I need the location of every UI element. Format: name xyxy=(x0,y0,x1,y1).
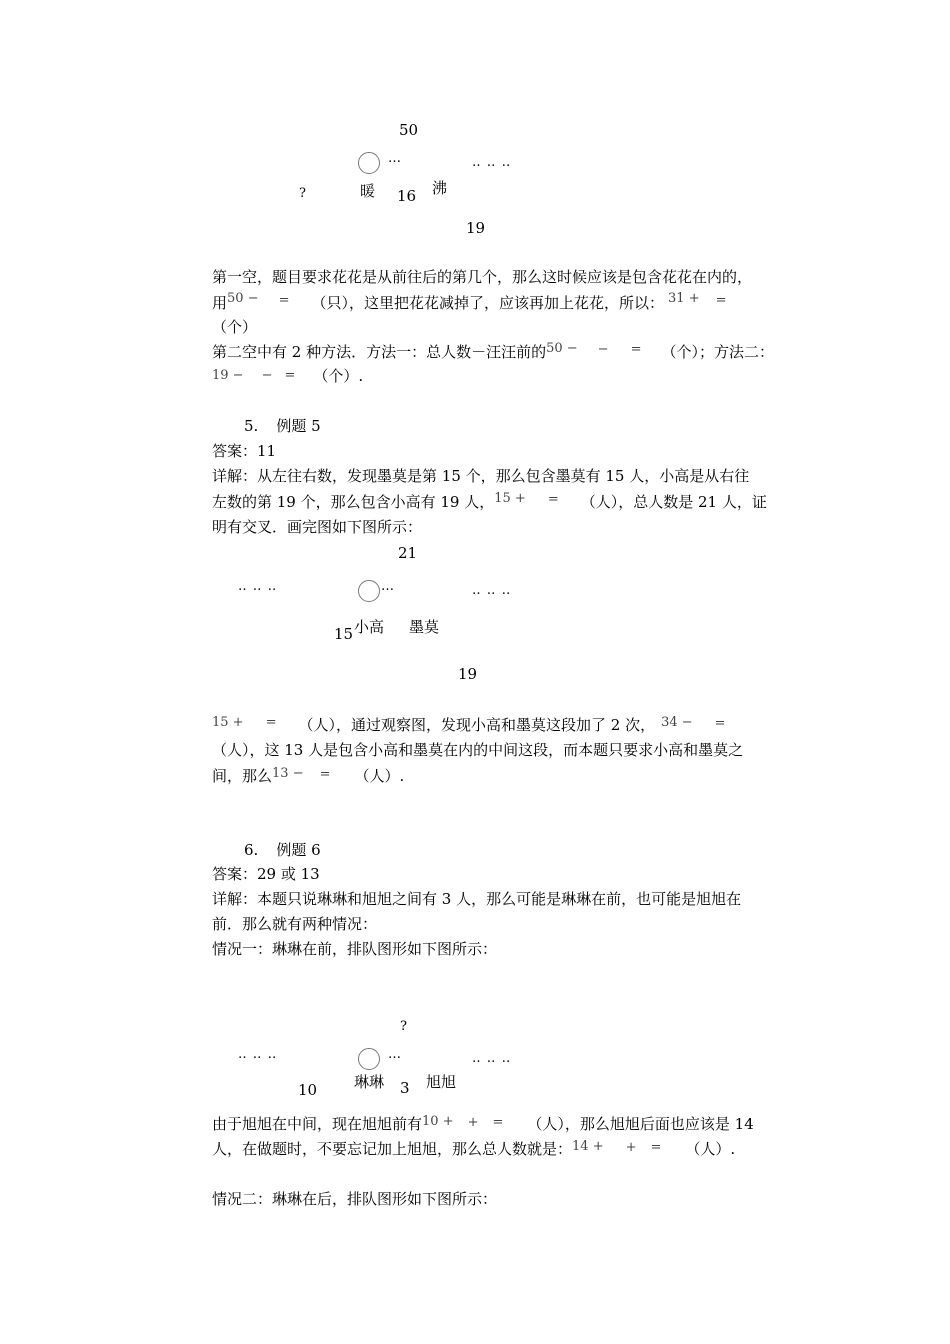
diagram3-label-b: 旭旭 xyxy=(426,1073,457,1091)
ex6-line1: 详解：本题只说琳琳和旭旭之间有 3 人，那么可能是琳琳在前，也可能是旭旭在 xyxy=(212,890,742,908)
minus: − xyxy=(261,368,273,383)
diagram2-ellipsis: … xyxy=(381,579,395,594)
text: （人），通过观察图，发现小高和墨莫这段加了 2 次， xyxy=(298,716,656,734)
equals: = xyxy=(630,342,642,357)
diagram1-total: 50 xyxy=(399,121,419,139)
equals: = xyxy=(492,1115,504,1130)
para2-line2: （人），这 13 人是包含小高和墨莫在内的中间这段，而本题只要求小高和墨莫之 xyxy=(212,741,744,759)
text: 由于旭旭在中间，现在旭旭前有 xyxy=(212,1115,423,1133)
diagram1-ellipsis: … xyxy=(388,151,402,166)
diagram3-dots-left: ‥ ‥ ‥ xyxy=(238,1047,278,1062)
diagram1-count-mid: 16 xyxy=(397,187,417,205)
para2-line3 xyxy=(212,766,405,785)
diagram1-label-left: 暖 xyxy=(360,182,376,200)
para3-line2 xyxy=(212,1139,736,1158)
heading-text: 例题 6 xyxy=(276,841,321,859)
diagram2-total: 21 xyxy=(398,544,418,562)
diagram1-question: ? xyxy=(299,186,306,201)
heading-number: 5. xyxy=(244,417,259,435)
diagram2-dots-right: ‥ ‥ ‥ xyxy=(472,583,512,598)
ex6-heading xyxy=(244,843,321,858)
ex6-line2: 前．那么就有两种情况： xyxy=(212,915,378,933)
para3-line1 xyxy=(212,1114,754,1133)
diagram2-dots-left: ‥ ‥ ‥ xyxy=(238,579,278,594)
equals: = xyxy=(284,368,296,383)
diagram3-label-a: 琳琳 xyxy=(354,1073,385,1091)
equals: = xyxy=(714,716,726,731)
ex6-line3: 情况一：琳琳在前，排队图形如下图所示： xyxy=(212,940,498,958)
para1-line1: 第一空，题目要求花花是从前往后的第几个，那么这时候应该是包含花花在内的， xyxy=(212,268,753,286)
text: 间，那么 xyxy=(212,767,273,785)
formula: 15 + xyxy=(494,491,526,506)
diagram2-bottom: 19 xyxy=(458,665,478,683)
formula: 34 − xyxy=(661,715,693,730)
formula: 31 + xyxy=(668,291,700,306)
equals: = xyxy=(278,293,290,308)
text: （个）. xyxy=(313,367,364,385)
diagram1-dots: ‥ ‥ ‥ xyxy=(472,155,512,170)
diagram3-dots-right: ‥ ‥ ‥ xyxy=(472,1051,512,1066)
text: 第二空中有 2 种方法．方法一：总人数－汪汪前的 xyxy=(212,343,547,361)
text: （只），这里把花花减掉了，应该再加上花花，所以： xyxy=(311,294,665,312)
ex5-heading xyxy=(244,419,321,434)
equals: = xyxy=(319,767,331,782)
para1-line3: （个） xyxy=(212,318,258,336)
text: （人），那么旭旭后面也应该是 14 xyxy=(527,1115,754,1133)
equals: = xyxy=(547,492,559,507)
minus: − xyxy=(597,342,609,357)
circle-marker xyxy=(358,580,380,602)
diagram3-count-left: 10 xyxy=(298,1081,318,1099)
formula: 50 − xyxy=(227,291,259,306)
circle-marker xyxy=(358,152,380,174)
ex6-answer: 答案：29 或 13 xyxy=(212,865,320,883)
ex5-line3: 明有交叉．画完图如下图所示： xyxy=(212,518,423,536)
para1-line5 xyxy=(212,369,363,384)
para3-line3: 情况二：琳琳在后，排队图形如下图所示： xyxy=(212,1190,498,1208)
formula: 10 + xyxy=(422,1114,454,1129)
text: 用 xyxy=(212,294,228,312)
text: （人）. xyxy=(354,767,405,785)
equals: = xyxy=(650,1140,662,1155)
formula: 19 − xyxy=(212,368,244,383)
formula: 13 − xyxy=(272,766,304,781)
diagram3-ellipsis: … xyxy=(388,1047,402,1062)
plus: + xyxy=(625,1140,637,1155)
diagram3-count-mid: 3 xyxy=(400,1079,410,1097)
formula: 14 + xyxy=(572,1139,604,1154)
diagram1-bottom: 19 xyxy=(466,219,486,237)
diagram1-label-right: 沸 xyxy=(432,179,448,197)
ex5-line2 xyxy=(212,491,767,511)
para1-line4 xyxy=(212,341,774,361)
diagram2-label-b: 墨莫 xyxy=(409,618,440,636)
text: 人，在做题时，不要忘记加上旭旭，那么总人数就是： xyxy=(212,1140,573,1158)
formula: 15 + xyxy=(212,715,244,730)
plus: + xyxy=(467,1115,479,1130)
heading-text: 例题 5 xyxy=(276,417,321,435)
para2-line1 xyxy=(212,715,726,734)
equals: = xyxy=(265,715,277,730)
text: （个）；方法二： xyxy=(661,343,774,361)
para1-line2 xyxy=(212,291,727,312)
text: （人）. xyxy=(685,1140,736,1158)
equals: = xyxy=(715,293,727,308)
diagram2-label-a: 小高 xyxy=(354,618,385,636)
diagram2-count-left: 15 xyxy=(334,625,354,643)
text: 左数的第 19 个，那么包含小高有 19 人， xyxy=(212,493,495,511)
diagram3-question: ? xyxy=(400,1019,407,1034)
text: （人），总人数是 21 人，证 xyxy=(580,493,767,511)
circle-marker xyxy=(358,1048,380,1070)
ex5-answer: 答案：11 xyxy=(212,442,277,460)
formula: 50 − xyxy=(546,341,578,356)
heading-number: 6. xyxy=(244,841,259,859)
ex5-line1: 详解：从左往右数，发现墨莫是第 15 个，那么包含墨莫有 15 人，小高是从右往 xyxy=(212,467,750,485)
